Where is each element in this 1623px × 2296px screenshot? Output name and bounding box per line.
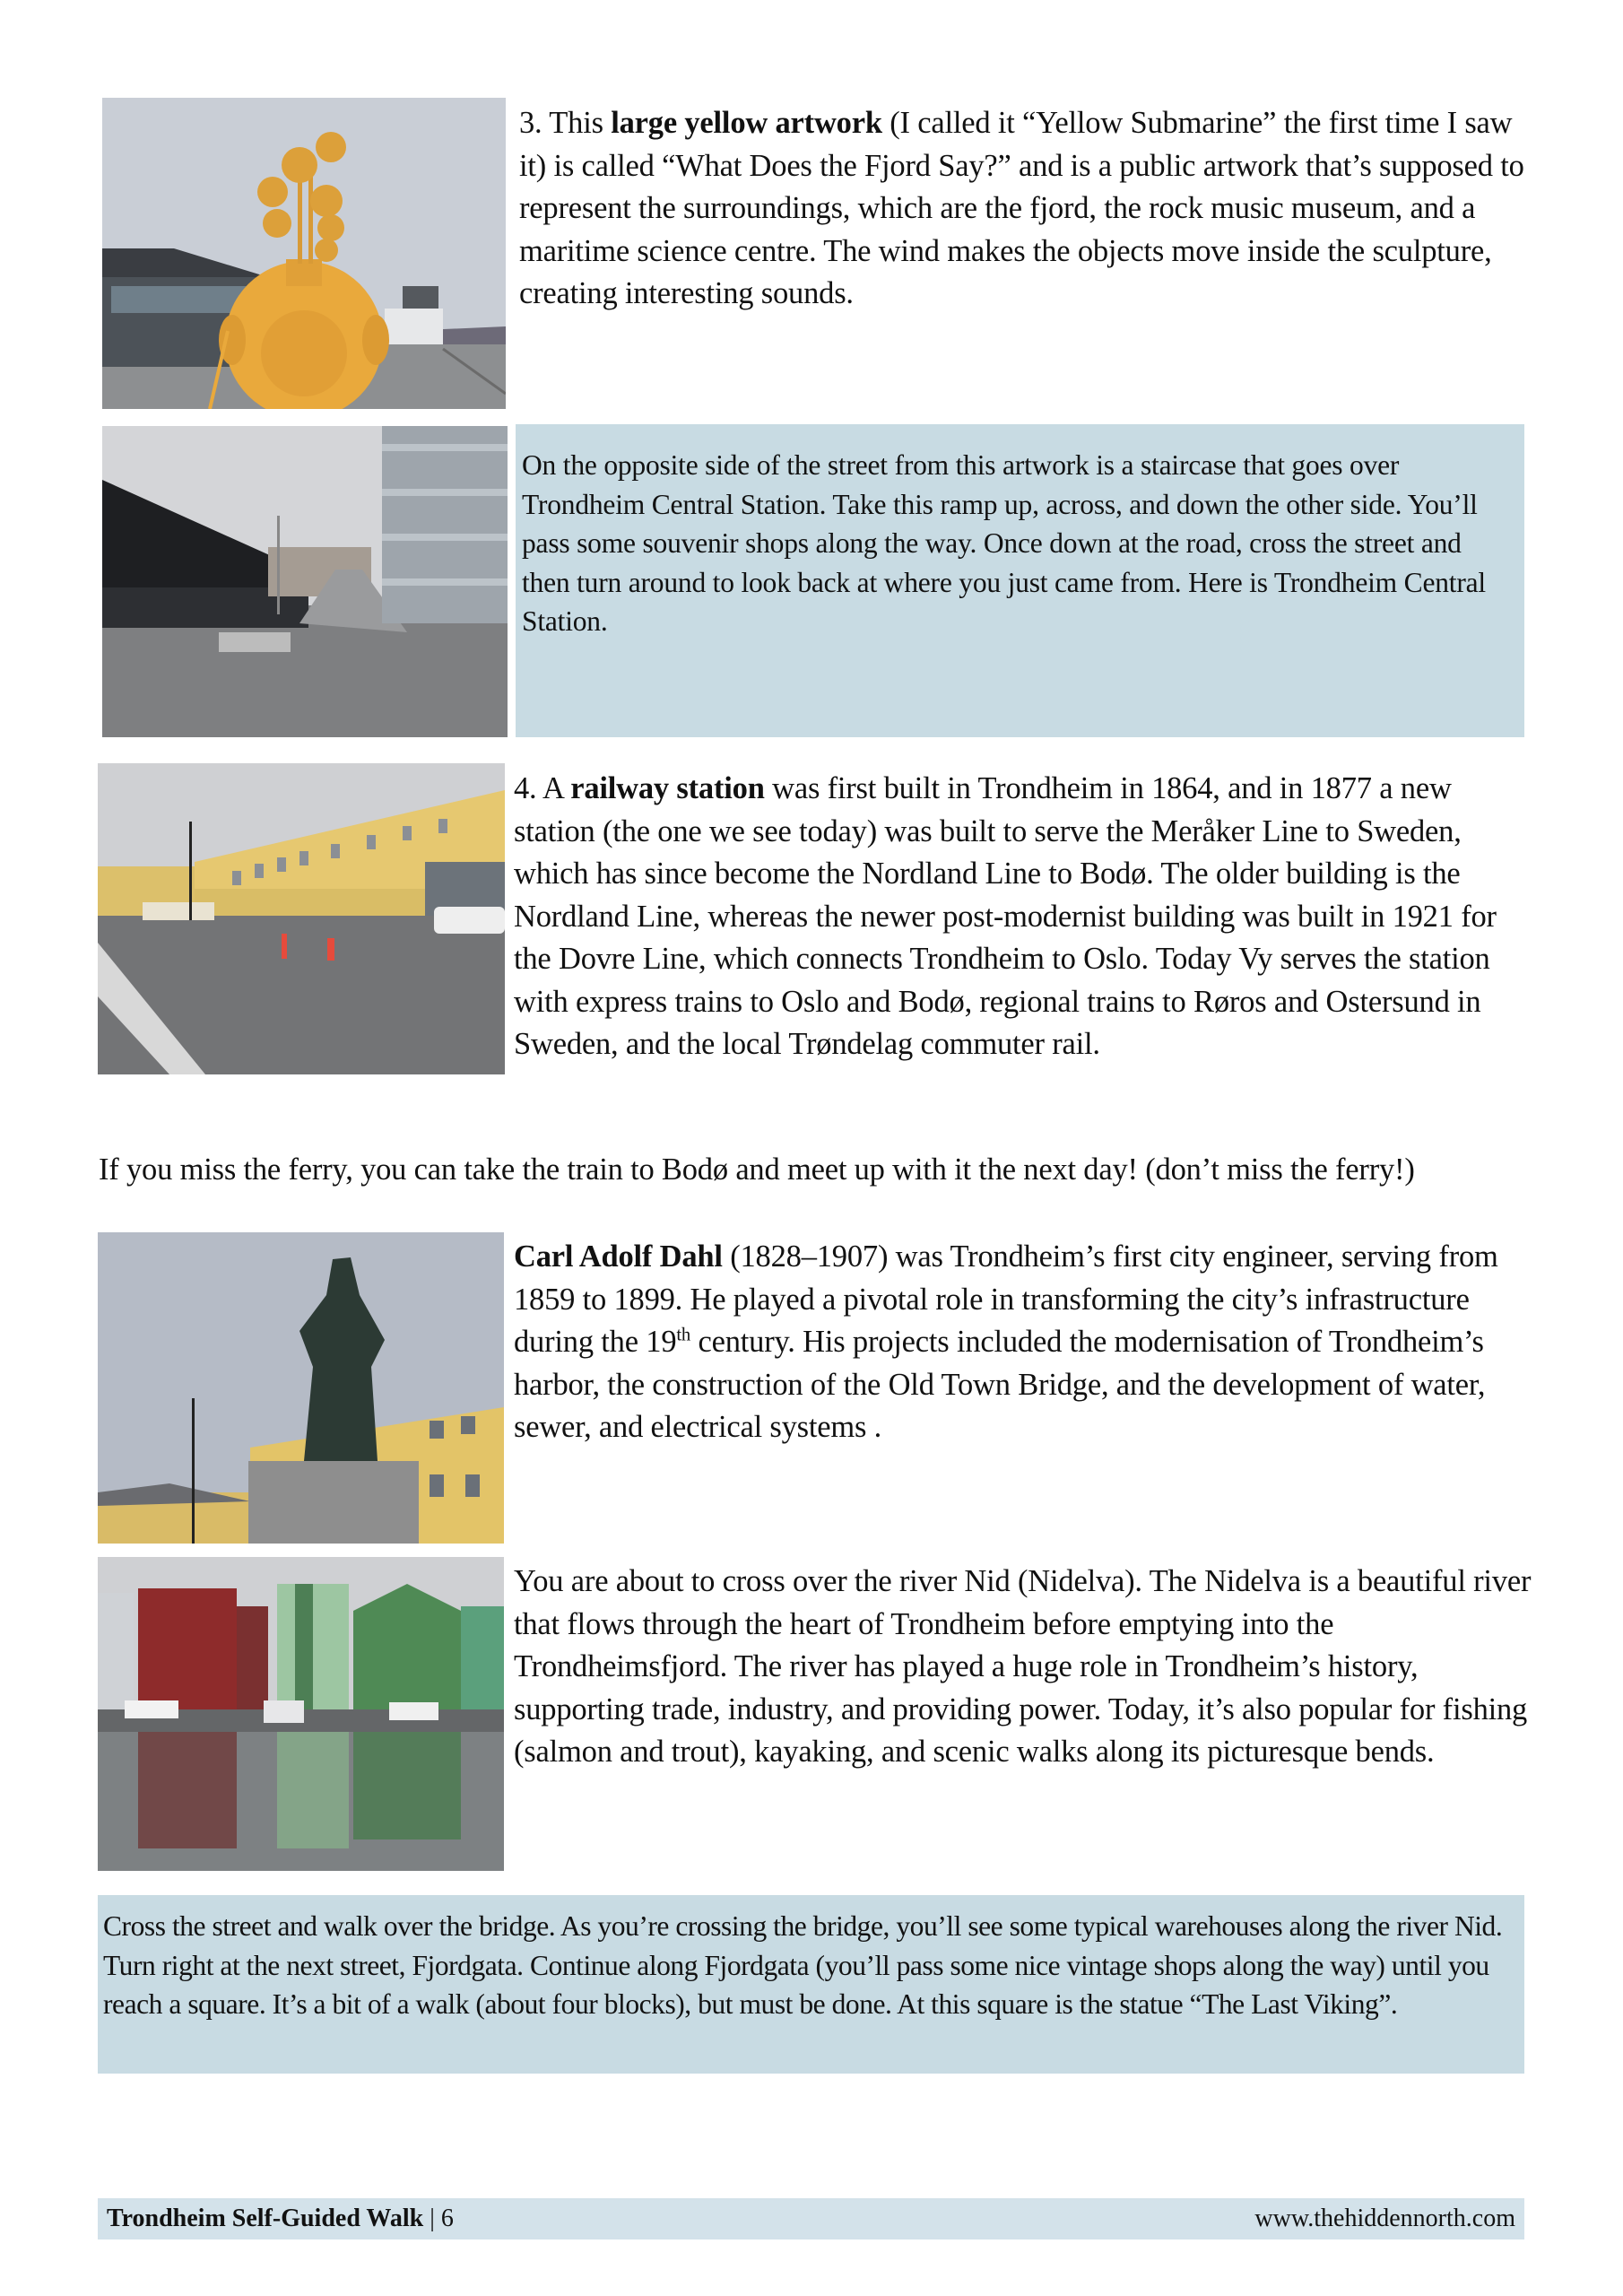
footer-title-group: [107, 2198, 454, 2239]
dahl-paragraph: [514, 1236, 1518, 1449]
bridge-text: Cross the street and walk over the bridge. As you’re crossing the bridge, you’ll see some typical warehouses along the river Nid. Turn right at the next street, Fjordgata. Continue along Fjordgata (you’ll pass some nice vintage shops along the way) until you reach a square. It’s a bit of a walk (about four blocks), but must be done. At this square is the statue “The Last Viking”.: [103, 1910, 1503, 2020]
footer-page-number: 6: [440, 2205, 454, 2232]
railway-paragraph: [514, 768, 1536, 1066]
staircase-text: On the opposite side of the street from this artwork is a staircase that goes over Trondheim Central Station. Take this ramp up, across, and down the other side. You’ll pass some souvenir shops along the way. Once down at the road, cross the street and then turn around to look back at where you just came from. Here is Trondheim Central Station.: [522, 449, 1486, 637]
photo-station-ramp: [102, 426, 508, 737]
footer-website-link[interactable]: www.thehiddennorth.com: [1254, 2205, 1515, 2232]
page-footer: [98, 2198, 1524, 2239]
dahl-text-1: (1828–1907) was Trondheim’s first city engineer, serving from 1859 to 1899. He played a pivotal role in transforming the city’s infrastructure during the 19: [514, 1239, 1498, 1359]
artwork-paragraph: [519, 102, 1532, 316]
dahl-bold: Carl Adolf Dahl: [514, 1239, 723, 1274]
railway-text: was first built in Trondheim in 1864, and in 1877 a new station (the one we see today) was built to serve the Meråker Line to Sweden, which has since become the Nordland Line to Bodø. The older building is the Nordland Line, whereas the newer post-modernist building was built in 1921 for the Dovre Line, which connects Trondheim to Oslo. Today Vy serves the station with express trains to Oslo and Bodø, regional trains to Røros and Ostersund in Sweden, and the local Trøndelag commuter rail.: [514, 771, 1497, 1061]
railway-bold: railway station: [570, 771, 765, 805]
photo-dahl-statue: [98, 1232, 504, 1544]
river-paragraph: You are about to cross over the river Nid (Nidelva). The Nidelva is a beautiful river that flows through the heart of Trondheim before emptying into the Trondheimsfjord. The river has played a huge role in Trondheim’s history, supporting trade, industry, and providing power. Today, it’s also popular for fishing (salmon and trout), kayaking, and scenic walks along its picturesque bends.: [514, 1564, 1532, 1769]
artwork-text: (I called it “Yellow Submarine” the first time I saw it) is called “What Does the Fjord Say?” and is a public artwork that’s supposed to represent the surroundings, which are the fjord, the rock music museum, and a maritime science centre. The wind makes the objects move inside the sculpture, creating interesting sounds.: [519, 106, 1524, 310]
artwork-number: 3. This: [519, 106, 612, 140]
footer-title: Trondheim Self-Guided Walk: [107, 2205, 424, 2232]
railway-number: 4. A: [514, 771, 571, 805]
photo-yellow-sculpture: [102, 98, 506, 409]
photo-railway-station: [98, 763, 505, 1074]
bridge-info-box: [98, 1895, 1524, 2074]
artwork-bold: large yellow artwork: [611, 106, 882, 140]
ferry-note: If you miss the ferry, you can take the train to Bodø and meet up with it the next day! (don’t miss the ferry!): [99, 1152, 1415, 1187]
photo-river-nid: [98, 1557, 504, 1871]
dahl-text-2: century. His projects included the modernisation of Trondheim’s harbor, the construction of the Old Town Bridge, and the development of water, sewer, and electrical systems .: [514, 1325, 1486, 1444]
staircase-info-box: [516, 424, 1524, 737]
footer-separator: |: [423, 2205, 441, 2232]
dahl-sup: th: [676, 1325, 691, 1345]
